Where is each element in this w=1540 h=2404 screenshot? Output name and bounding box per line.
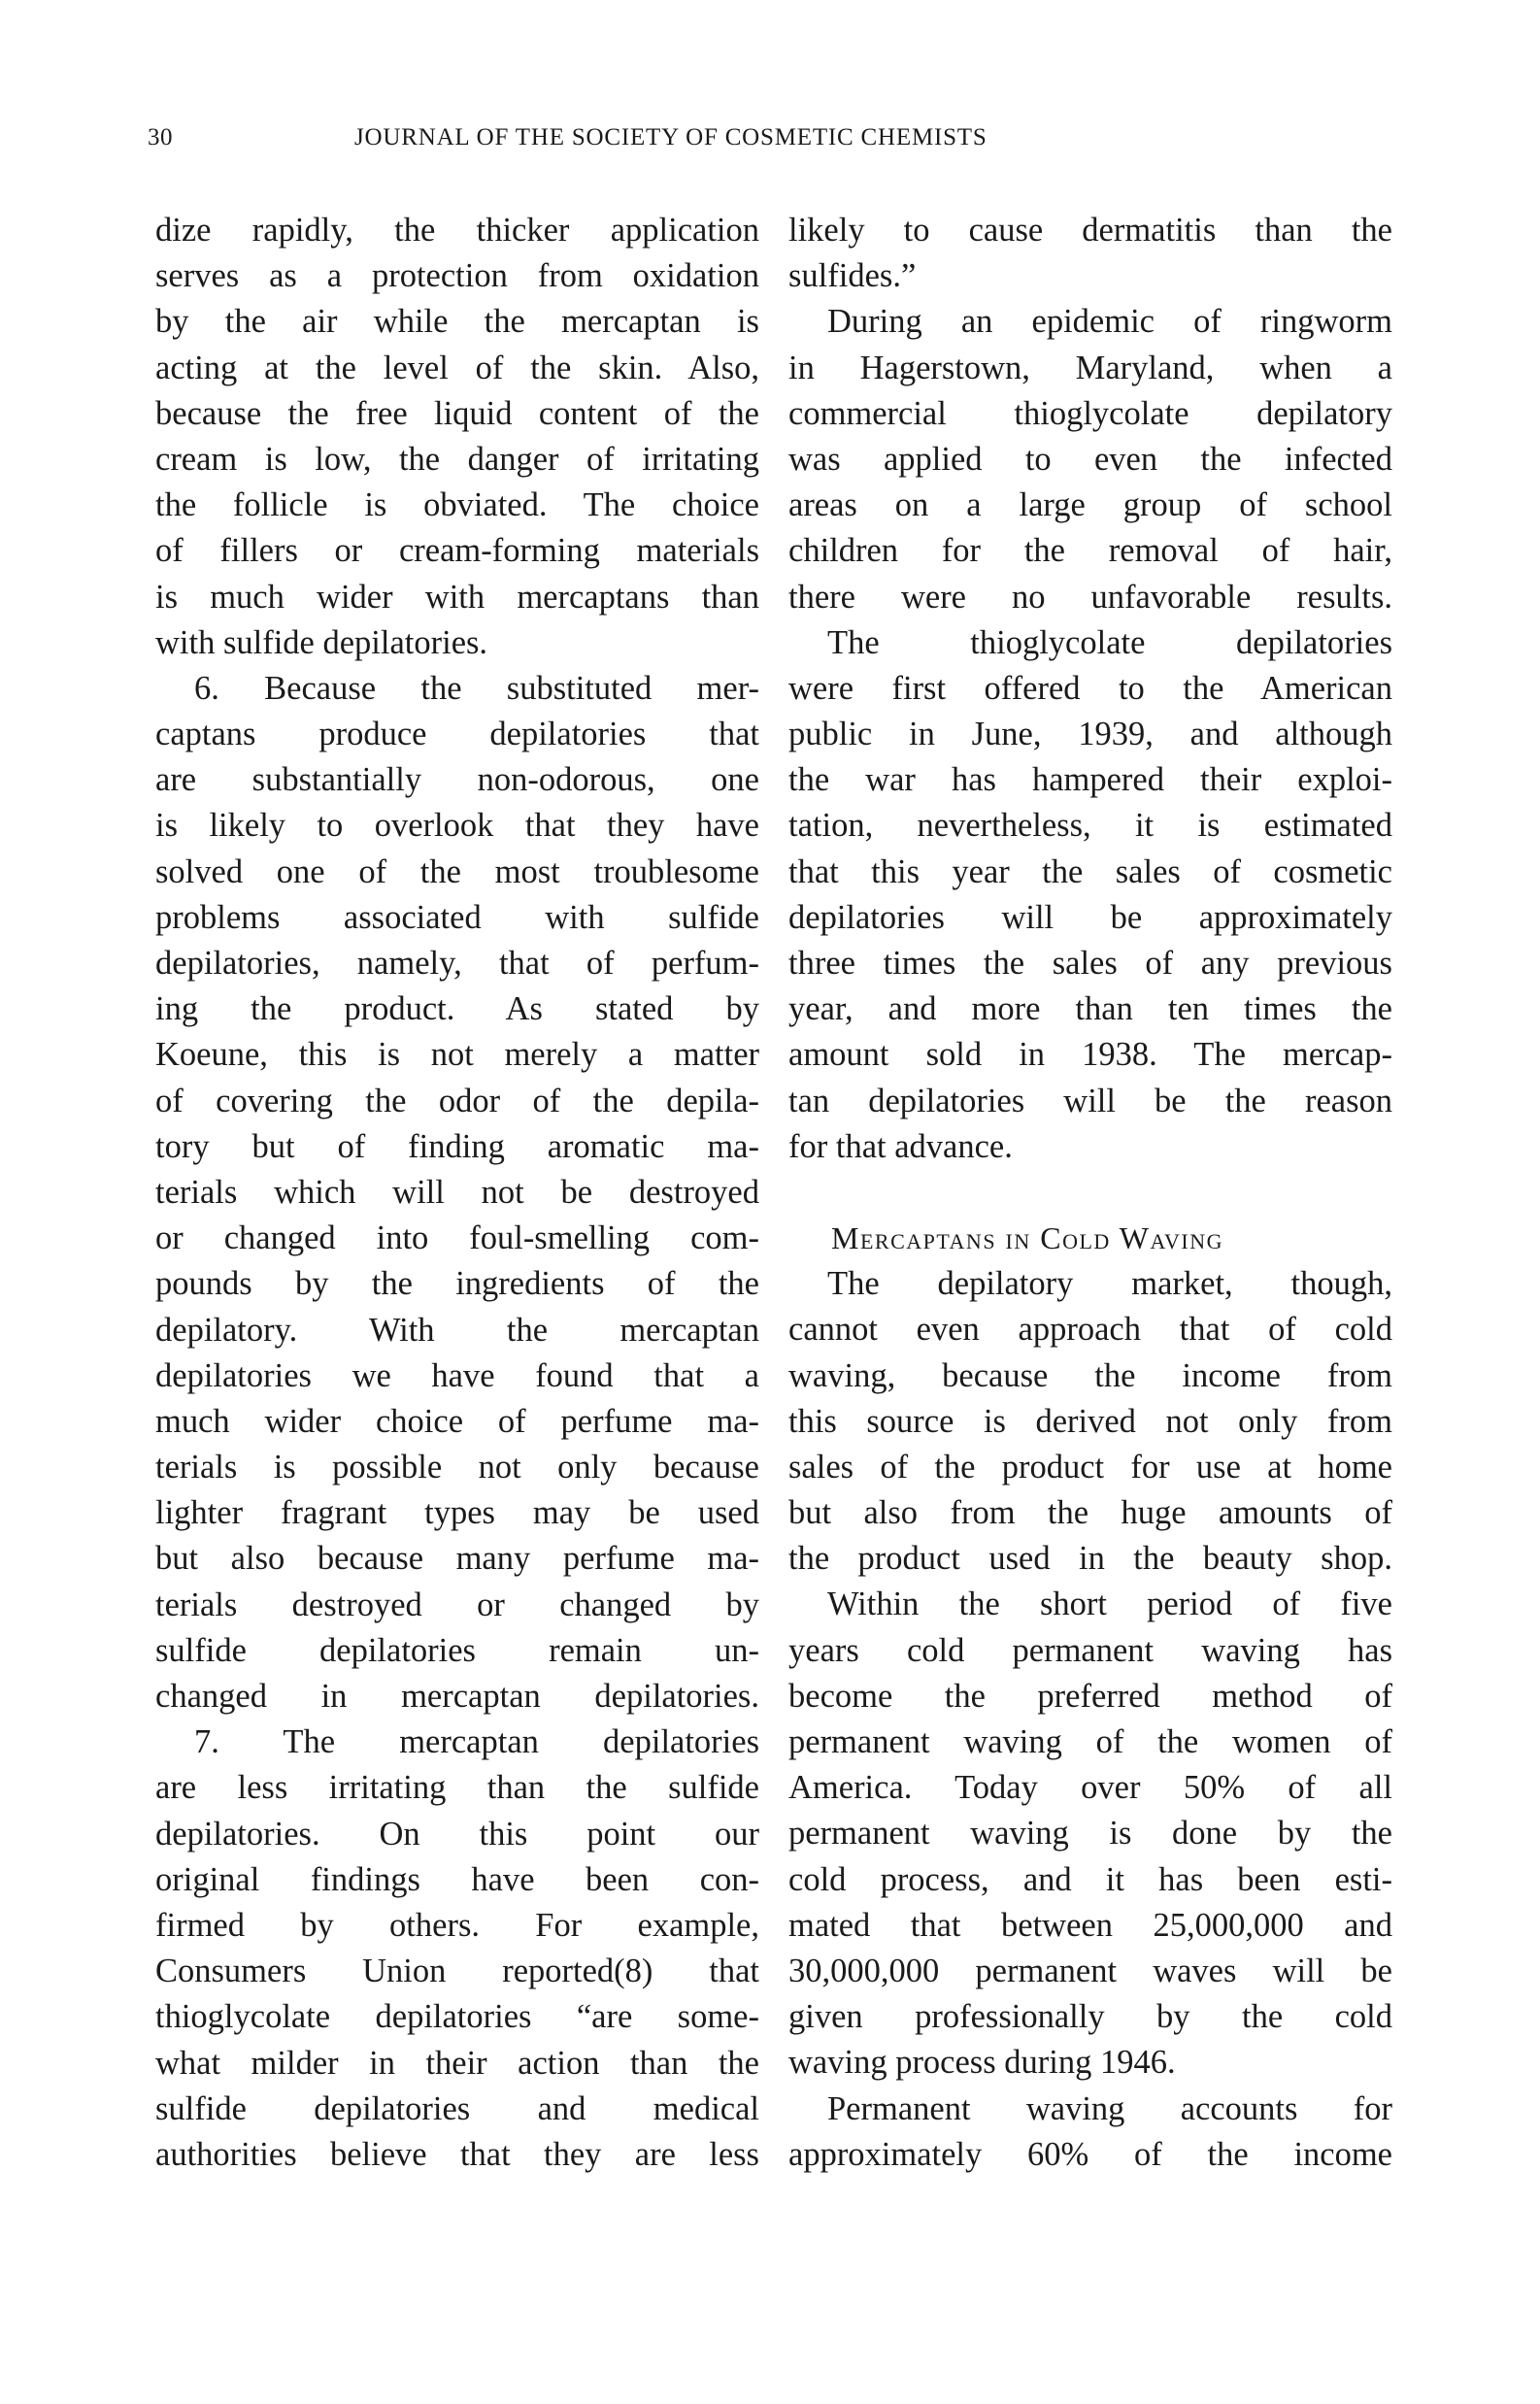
- text-line: tory but of finding aromatic ma-: [155, 1127, 759, 1165]
- right-column: [788, 208, 1392, 2178]
- text-line: The thioglycolate depilatories: [827, 623, 1392, 661]
- text-line: dize rapidly, the thicker application: [155, 212, 759, 249]
- text-line: acting at the level of the skin. Also,: [155, 349, 759, 386]
- text-line: three times the sales of any previous: [788, 945, 1392, 982]
- text-line: original findings have been con-: [155, 1860, 759, 1898]
- text-line: of covering the odor of the depila-: [155, 1082, 759, 1119]
- text-line: much wider choice of perfume ma-: [155, 1402, 759, 1440]
- text-line: cold process, and it has been esti-: [788, 1860, 1392, 1898]
- text-line: firmed by others. For example,: [155, 1906, 759, 1944]
- text-line: in Hagerstown, Maryland, when a: [788, 349, 1392, 386]
- journal-title: JOURNAL OF THE SOCIETY OF COSMETIC CHEMISTS: [354, 124, 988, 150]
- text-line: or changed into foul-smelling com-: [155, 1219, 759, 1257]
- text-line: year, and more than ten times the: [788, 990, 1392, 1028]
- running-head: [148, 124, 1400, 163]
- text-line: depilatories. On this point our: [155, 1815, 759, 1853]
- text-line: because the free liquid content of the: [155, 394, 759, 432]
- text-line: are substantially non-odorous, one: [155, 761, 759, 799]
- text-line: is much wider with mercaptans than: [155, 578, 759, 616]
- text-line: cannot even approach that of cold: [788, 1311, 1392, 1349]
- text-line: but also because many perfume ma-: [155, 1540, 759, 1578]
- text-line: ing the product. As stated by: [155, 990, 759, 1028]
- text-line: authorities believe that they are less: [155, 2135, 759, 2173]
- text-line: terials which will not be destroyed: [155, 1173, 759, 1211]
- text-line: the follicle is obviated. The choice: [155, 486, 759, 524]
- text-line: the war has hampered their exploi-: [788, 761, 1392, 799]
- text-line: tan depilatories will be the reason: [788, 1082, 1392, 1119]
- text-line: given professionally by the cold: [788, 1998, 1392, 2036]
- text-line: the product used in the beauty shop.: [788, 1540, 1392, 1578]
- text-line: by the air while the mercaptan is: [155, 303, 759, 341]
- text-line: America. Today over 50% of all: [788, 1769, 1392, 1807]
- left-column: [155, 208, 759, 2178]
- text-line: is likely to overlook that they have: [155, 807, 759, 845]
- text-line: 6. Because the substituted mer-: [194, 669, 759, 707]
- text-line: was applied to even the infected: [788, 440, 1392, 478]
- text-line: Permanent waving accounts for: [827, 2089, 1392, 2127]
- text-line: children for the removal of hair,: [788, 532, 1392, 570]
- text-line: depilatories, namely, that of perfum-: [155, 945, 759, 982]
- text-line: waving process during 1946.: [788, 2044, 1176, 2082]
- text-line: commercial thioglycolate depilatory: [788, 394, 1392, 432]
- text-line: but also from the huge amounts of: [788, 1494, 1392, 1532]
- text-line: amount sold in 1938. The mercap-: [788, 1036, 1392, 1074]
- text-line: The depilatory market, though,: [827, 1265, 1392, 1303]
- text-line: public in June, 1939, and although: [788, 716, 1392, 753]
- text-line: sales of the product for use at home: [788, 1448, 1392, 1486]
- text-line: approximately 60% of the income: [788, 2135, 1392, 2173]
- text-line: permanent waving is done by the: [788, 1815, 1392, 1853]
- text-line: mated that between 25,000,000 and: [788, 1906, 1392, 1944]
- text-line: with sulfide depilatories.: [155, 623, 488, 661]
- text-line: solved one of the most troublesome: [155, 852, 759, 890]
- text-line: cream is low, the danger of irritating: [155, 440, 759, 478]
- text-line: were first offered to the American: [788, 669, 1392, 707]
- text-line: sulfides.”: [788, 257, 917, 295]
- text-line: thioglycolate depilatories “are some-: [155, 1998, 759, 2036]
- right-column-text-before-heading: [788, 208, 1392, 1170]
- text-line: likely to cause dermatitis than the: [788, 212, 1392, 249]
- text-line: this source is derived not only from: [788, 1402, 1392, 1440]
- text-line: for that advance.: [788, 1127, 1013, 1165]
- text-line: 30,000,000 permanent waves will be: [788, 1952, 1392, 1989]
- text-line: become the preferred method of: [788, 1677, 1392, 1715]
- text-line: changed in mercaptan depilatories.: [155, 1678, 759, 1715]
- text-line: captans produce depilatories that: [155, 716, 759, 753]
- text-line: lighter fragrant types may be used: [155, 1494, 759, 1532]
- text-line: terials destroyed or changed by: [155, 1586, 759, 1623]
- text-line: terials is possible not only because: [155, 1449, 759, 1486]
- text-line: 7. The mercaptan depilatories: [194, 1723, 759, 1761]
- text-line: there were no unfavorable results.: [788, 578, 1392, 616]
- text-line: are less irritating than the sulfide: [155, 1769, 759, 1807]
- text-line: pounds by the ingredients of the: [155, 1265, 759, 1303]
- right-column-text-after-heading: [788, 1261, 1392, 2178]
- text-line: permanent waving of the women of: [788, 1723, 1392, 1760]
- text-line: sulfide depilatories and medical: [155, 2089, 759, 2127]
- page-number: 30: [148, 124, 173, 150]
- text-line: of fillers or cream-forming materials: [155, 532, 759, 570]
- text-line: depilatories we have found that a: [155, 1356, 759, 1394]
- text-line: waving, because the income from: [788, 1356, 1392, 1394]
- text-line: years cold permanent waving has: [788, 1631, 1392, 1669]
- text-line: tation, nevertheless, it is estimated: [788, 807, 1392, 845]
- text-line: Consumers Union reported(8) that: [155, 1953, 759, 1990]
- text-line: serves as a protection from oxidation: [155, 257, 759, 295]
- text-line: what milder in their action than the: [155, 2044, 759, 2082]
- text-line: depilatory. With the mercaptan: [155, 1311, 759, 1349]
- text-line: areas on a large group of school: [788, 486, 1392, 524]
- text-line: During an epidemic of ringworm: [827, 303, 1392, 341]
- text-line: Koeune, this is not merely a matter: [155, 1036, 759, 1074]
- text-line: sulfide depilatories remain un-: [155, 1631, 759, 1669]
- text-line: Within the short period of five: [827, 1586, 1392, 1623]
- text-line: problems associated with sulfide: [155, 898, 759, 936]
- text-line: depilatories will be approximately: [788, 898, 1392, 936]
- section-heading: Mercaptans in Cold Waving: [831, 1219, 1223, 1255]
- text-line: that this year the sales of cosmetic: [788, 852, 1392, 890]
